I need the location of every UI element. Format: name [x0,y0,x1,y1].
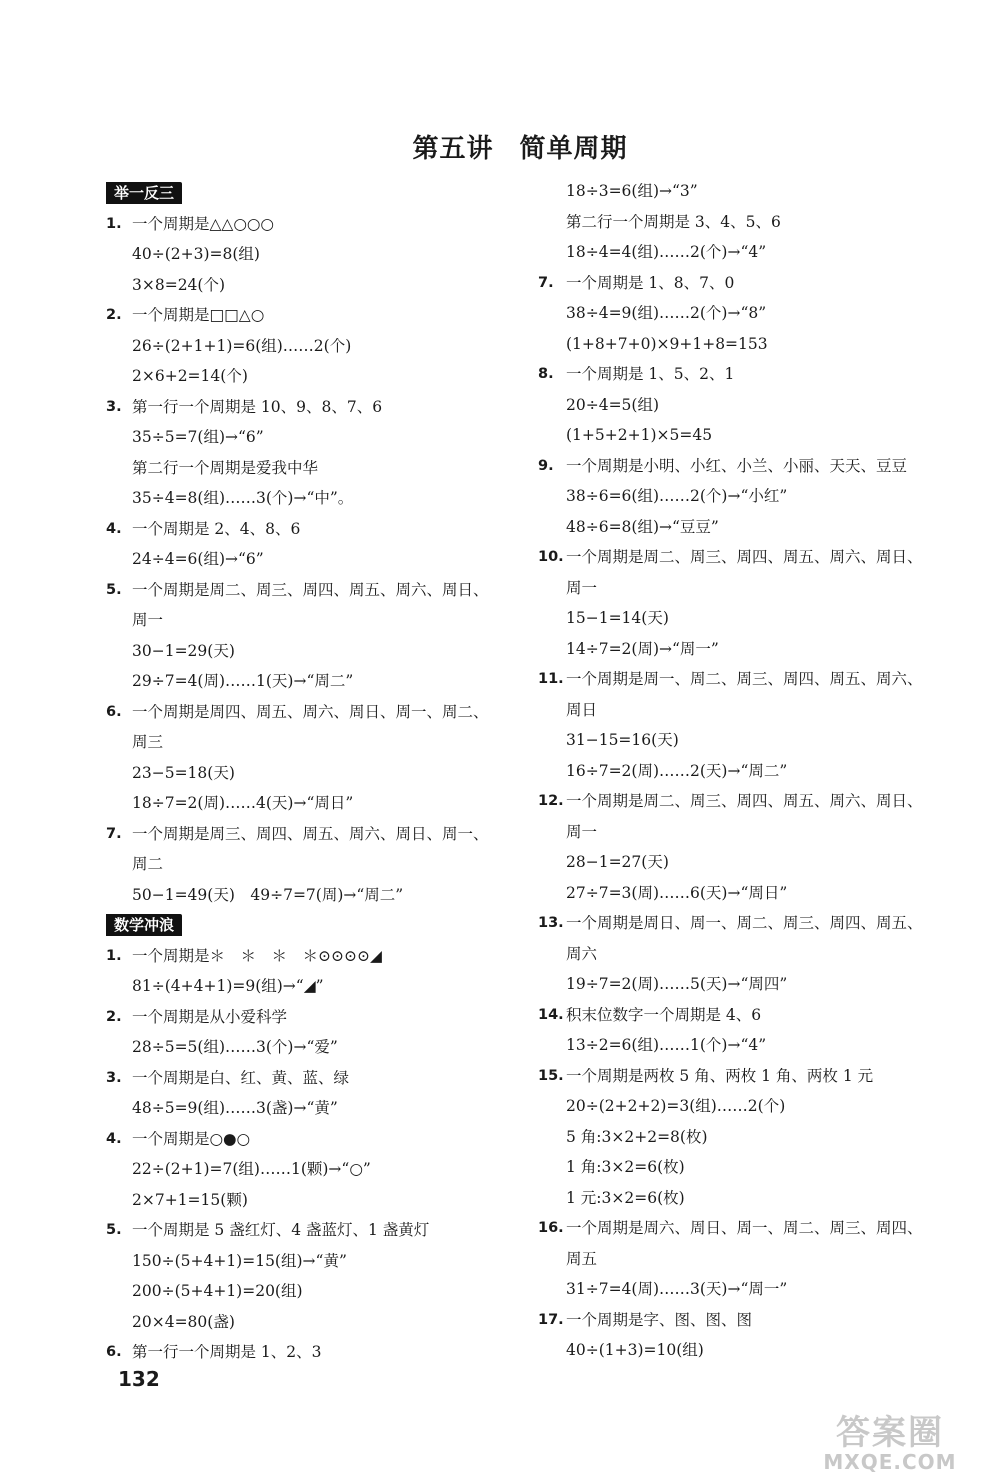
answer-text: 28÷5=5(组)……3(个)→“爱” [132,1038,338,1056]
item-number: 5. [106,581,122,598]
answer-text: 1 元:3×2=6(枚) [566,1188,685,1207]
answer-line [538,878,968,909]
answer-text: 81÷(4+4+1)=9(组)→“◢” [132,977,324,995]
answer-line [106,361,536,392]
item-number: 16. [538,1220,564,1236]
answer-line [106,758,536,789]
item-number: 4. [106,520,122,537]
item-number: 5. [106,1222,122,1238]
answer-text: 周二 [132,855,164,873]
item-number: 14. [538,1006,564,1023]
answer-line [538,695,968,726]
answer-text: 150÷(5+4+1)=15(组)→“黄” [132,1251,347,1270]
answer-item [538,451,968,482]
answer-text: 50−1=49(天) 49÷7=7(周)→“周二” [132,885,404,904]
answer-text: 35÷5=7(组)→“6” [132,428,264,446]
answer-line [106,1246,536,1277]
right-column [538,176,968,1366]
answer-text: 第一行一个周期是 10、9、8、7、6 [132,397,383,416]
answer-text: 18÷3=6(组)→“3” [566,182,698,200]
item-number: 9. [538,457,554,474]
answer-line [538,725,968,756]
answer-text: 一个周期是字、图、图、图 [566,1310,753,1329]
answer-line [538,298,968,329]
answer-line [106,727,536,758]
answer-item [106,392,536,423]
answer-text: 2×6+2=14(个) [132,367,248,385]
section-label: 数学冲浪 [106,914,182,936]
section-header [106,910,536,941]
answer-item [538,1061,968,1092]
answer-line [106,1276,536,1307]
answer-text: 积末位数字一个周期是 4、6 [566,1005,762,1024]
item-number: 17. [538,1311,564,1328]
answer-text: 周六 [566,944,598,963]
answer-text: 35÷4=8(组)……3(个)→“中”。 [132,489,354,507]
answer-line [106,1185,536,1216]
item-number: 3. [106,398,122,415]
answer-item [538,786,968,817]
answer-text: 5 角:3×2+2=8(枚) [566,1127,708,1146]
item-number: 2. [106,307,122,323]
answer-line [106,971,536,1002]
answer-text: 周日 [566,700,598,719]
answer-line [538,390,968,421]
answer-line [538,634,968,665]
answer-item [538,1000,968,1031]
answer-line [106,636,536,667]
answer-text: 一个周期是周日、周一、周二、周三、周四、周五、 [566,914,923,932]
answer-item [106,514,536,545]
answer-line [106,1154,536,1185]
answer-line [538,176,968,207]
answer-text: 30−1=29(天) [132,641,235,660]
answer-text: 20÷4=5(组) [566,395,660,414]
answer-text: 一个周期是 1、8、7、0 [566,273,735,292]
item-number: 4. [106,1130,122,1147]
answer-line [106,1307,536,1338]
answer-text: 一个周期是周六、周日、周一、周二、周三、周四、 [566,1219,923,1237]
answer-line [106,239,536,270]
answer-line [538,817,968,848]
answer-item [538,908,968,939]
item-number: 6. [106,703,122,720]
answer-line [106,483,536,514]
answer-text: 14÷7=2(周)→“周一” [566,639,719,658]
answer-text: 一个周期是周二、周三、周四、周五、周六、周日、 [566,548,923,566]
item-number: 1. [106,215,122,232]
answer-line [538,573,968,604]
answer-line [538,603,968,634]
page-title [0,128,1000,165]
left-column [106,178,536,1368]
answer-text: 一个周期是两枚 5 角、两枚 1 角、两枚 1 元 [566,1066,874,1085]
item-number: 3. [106,1069,122,1086]
answer-text: 一个周期是小明、小红、小兰、小丽、天天、豆豆 [566,456,908,475]
answer-line [538,420,968,451]
item-number: 10. [538,549,564,565]
answer-line [106,849,536,880]
item-number: 2. [106,1008,122,1025]
answer-text: 38÷4=9(组)……2(个)→“8” [566,304,767,322]
answer-text: 一个周期是□□△○ [132,306,265,324]
watermark [790,1415,990,1473]
answer-line [538,1091,968,1122]
answer-text: 一个周期是○●○ [132,1129,251,1148]
answer-text: 周一 [566,578,598,597]
answer-text: 16÷7=2(周)……2(天)→“周二” [566,761,788,780]
answer-line [538,969,968,1000]
answer-text: 13÷2=6(组)……1(个)→“4” [566,1036,767,1054]
answer-line [106,453,536,484]
answer-text: 40÷(1+3)=10(组) [566,1341,704,1359]
answer-text: 38÷6=6(组)……2(个)→“小红” [566,487,788,505]
answer-line [538,237,968,268]
answer-item [106,575,536,606]
answer-line [106,331,536,362]
answer-text: 48÷5=9(组)……3(盏)→“黄” [132,1099,338,1117]
item-number: 8. [538,366,554,382]
answer-text: 周一 [566,822,598,841]
item-number: 6. [106,1344,122,1360]
answer-text: 一个周期是＊ ＊ ＊ ＊⊙⊙⊙⊙◢ [132,946,382,965]
answer-text: 第一行一个周期是 1、2、3 [132,1343,322,1361]
answer-item [106,1124,536,1155]
answer-item [106,209,536,240]
answer-item [538,1305,968,1336]
answer-text: 一个周期是 5 盏红灯、4 盏蓝灯、1 盏黄灯 [132,1221,430,1239]
answer-line [538,1183,968,1214]
answer-text: 40÷(2+3)=8(组) [132,245,260,263]
answer-text: 22÷(2+1)=7(组)……1(颗)→“○” [132,1160,371,1178]
answer-line [106,1093,536,1124]
answer-item [106,1002,536,1033]
answer-line [538,1335,968,1366]
answer-text: 一个周期是从小爱科学 [132,1007,288,1026]
answer-text: 18÷7=2(周)……4(天)→“周日” [132,794,354,812]
watermark-url: MXQE.COM [823,1450,957,1474]
item-number: 7. [106,825,122,842]
answer-text: 18÷4=4(组)……2(个)→“4” [566,243,767,261]
answer-text: 周三 [132,733,164,751]
answer-text: 23−5=18(天) [132,763,235,782]
answer-item [538,268,968,299]
answer-item [106,1063,536,1094]
title-topic: 简单周期 [519,134,628,164]
answer-text: 第二行一个周期是爱我中华 [132,458,319,477]
answer-text: 一个周期是 2、4、8、6 [132,519,301,538]
answer-text: 27÷7=3(周)……6(天)→“周日” [566,883,788,902]
answer-text: 200÷(5+4+1)=20(组) [132,1282,303,1300]
item-number: 11. [538,671,564,687]
answer-text: 一个周期是△△○○○ [132,214,274,233]
answer-line [538,1122,968,1153]
answer-text: 一个周期是周二、周三、周四、周五、周六、周日、 [132,580,489,599]
answer-line [538,756,968,787]
answer-text: 一个周期是周一、周二、周三、周四、周五、周六、 [566,670,923,688]
item-number: 7. [538,274,554,291]
answer-text: 3×8=24(个) [132,275,226,294]
answer-item [106,300,536,331]
answer-line [106,270,536,301]
answer-line [106,544,536,575]
answer-text: 15−1=14(天) [566,609,669,627]
answer-item [106,1337,536,1368]
answer-line [538,207,968,238]
answer-text: 一个周期是白、红、黄、蓝、绿 [132,1068,350,1087]
answer-item [106,1215,536,1246]
answer-line [538,512,968,543]
answer-text: 31÷7=4(周)……3(天)→“周一” [566,1280,788,1298]
answer-text: 一个周期是 1、5、2、1 [566,365,735,383]
answer-text: 第二行一个周期是 3、4、5、6 [566,212,781,231]
answer-text: 26÷(2+1+1)=6(组)……2(个) [132,336,352,355]
answer-line [106,666,536,697]
watermark-logo-text: 答案圈 [836,1413,944,1453]
answer-text: 2×7+1=15(颗) [132,1190,248,1209]
answer-item [106,941,536,972]
answer-text: 48÷6=8(组)→“豆豆” [566,517,719,536]
answer-line [538,1274,968,1305]
answer-item [538,359,968,390]
answer-line [538,847,968,878]
answer-line [538,1244,968,1275]
answer-item [538,542,968,573]
title-lecture: 第五讲 [412,134,494,164]
answer-text: 28−1=27(天) [566,853,669,871]
answer-text: 20÷(2+2+2)=3(组)……2(个) [566,1097,786,1115]
answer-text: 周一 [132,611,164,629]
answer-line [538,939,968,970]
answer-line [106,788,536,819]
section-label: 举一反三 [106,182,182,204]
answer-line [538,1030,968,1061]
item-number: 1. [106,947,122,964]
item-number: 13. [538,915,564,931]
answer-item [106,697,536,728]
answer-text: (1+8+7+0)×9+1+8=153 [566,334,768,353]
answer-text: 一个周期是周三、周四、周五、周六、周日、周一、 [132,824,489,843]
answer-text: 一个周期是周二、周三、周四、周五、周六、周日、 [566,792,923,810]
answer-text: 20×4=80(盏) [132,1312,235,1331]
answer-line [106,422,536,453]
answer-line [538,1152,968,1183]
page-number: 132 [118,1367,160,1391]
section-header [106,178,536,209]
answer-text: 周五 [566,1249,598,1268]
answer-text: 31−15=16(天) [566,731,679,749]
answer-line [106,880,536,911]
answer-item [106,819,536,850]
answer-text: 19÷7=2(周)……5(天)→“周四” [566,975,788,993]
answer-text: 1 角:3×2=6(枚) [566,1158,685,1176]
answer-text: 29÷7=4(周)……1(天)→“周二” [132,672,354,690]
answer-line [538,481,968,512]
item-number: 15. [538,1067,564,1084]
answer-text: 24÷4=6(组)→“6” [132,550,264,568]
answer-text: (1+5+2+1)×5=45 [566,426,713,444]
item-number: 12. [538,793,564,809]
answer-item [538,1213,968,1244]
answer-line [106,1032,536,1063]
answer-item [538,664,968,695]
answer-text: 一个周期是周四、周五、周六、周日、周一、周二、 [132,702,489,721]
answer-line [538,329,968,360]
answer-line [106,605,536,636]
